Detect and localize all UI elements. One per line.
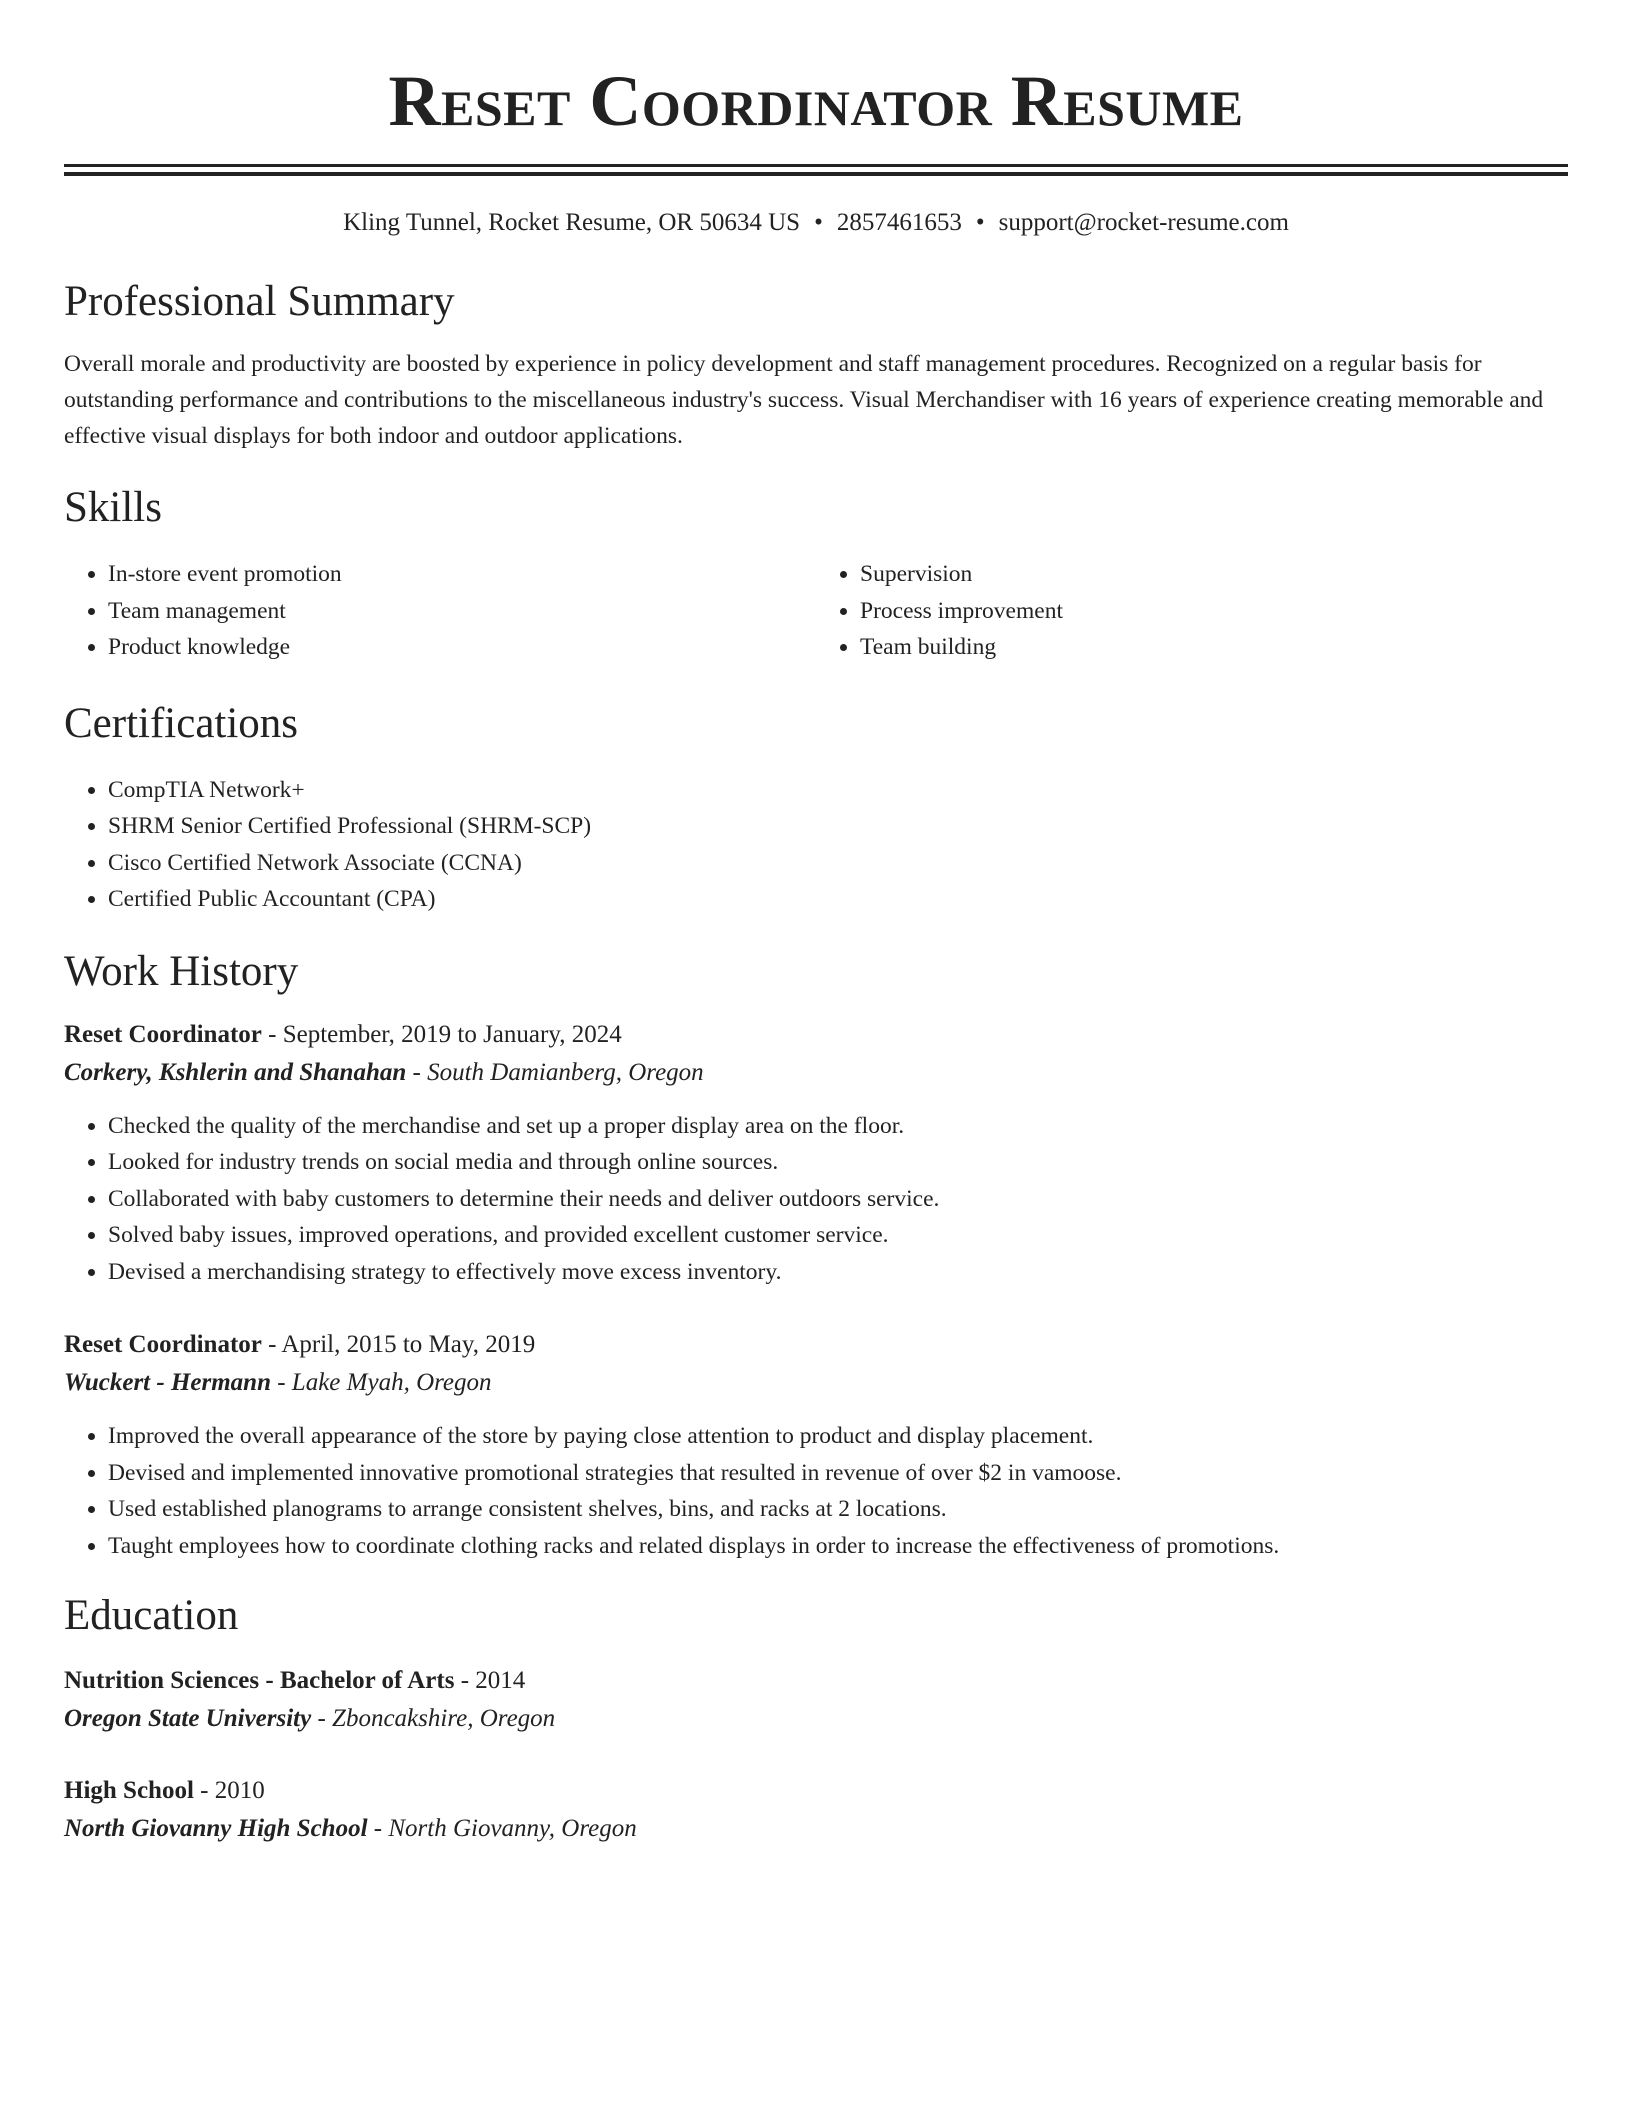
- education-school-line: [64, 1810, 1568, 1848]
- education-entry: [64, 1772, 1568, 1848]
- skill-item: • Team building: [860, 629, 1568, 666]
- skill-item: • Supervision: [860, 556, 1568, 593]
- certifications-list: [64, 772, 1568, 918]
- job-bullet: • Taught employees how to coordinate clothing racks and related displays in order to increase the effectiveness of promotions.: [108, 1528, 1568, 1565]
- skills-columns: [64, 556, 1568, 666]
- education-location: - Zboncakshire, Oregon: [311, 1705, 556, 1732]
- job-title: Reset Coordinator: [64, 1020, 262, 1048]
- resume-title: Reset Coordinator Resume: [388, 61, 1244, 141]
- summary-text: Overall morale and productivity are boosted by experience in policy development and staff management procedures. Recognized on a regular basis for outstanding performance and contributions to the miscellaneous industry's success. Visual Merchandiser with 16 years of experience creating memorable and effective visual displays for both indoor and outdoor applications.: [64, 351, 1544, 449]
- job-employer: Wuckert - Hermann: [64, 1369, 271, 1396]
- education-location: - North Giovanny, Oregon: [367, 1815, 637, 1842]
- job-entry: [64, 1326, 1568, 1564]
- contact-separator: •: [975, 209, 985, 236]
- job-bullet: • Looked for industry trends on social media and through online sources.: [108, 1144, 1568, 1181]
- job-bullet: • Devised and implemented innovative promotional strategies that resulted in revenue of over $2 in vamoose.: [108, 1455, 1568, 1492]
- education-degree: High School: [64, 1777, 194, 1804]
- contact-email: support@rocket-resume.com: [998, 209, 1289, 236]
- job-title: Reset Coordinator: [64, 1331, 262, 1358]
- education-entry: [64, 1662, 1568, 1738]
- education-year: - 2014: [454, 1667, 526, 1694]
- contact-line: [64, 208, 1568, 238]
- skill-item: • Team management: [108, 593, 816, 630]
- education-degree-line: [64, 1662, 1568, 1700]
- contact-phone: 2857461653: [836, 209, 962, 236]
- education-school: North Giovanny High School: [64, 1815, 368, 1842]
- job-employer: Corkery, Kshlerin and Shanahan: [64, 1058, 407, 1086]
- job-location: - Lake Myah, Oregon: [270, 1369, 492, 1396]
- job-bullets: [64, 1108, 1568, 1291]
- certification-item: • Cisco Certified Network Associate (CCNA): [108, 845, 1568, 882]
- certification-item: • Certified Public Accountant (CPA): [108, 881, 1568, 918]
- summary-heading: Professional Summary: [64, 278, 455, 325]
- work-history-heading: Work History: [64, 947, 299, 995]
- title-divider-top: [64, 164, 1568, 167]
- job-bullet: • Solved baby issues, improved operations, and provided excellent customer service.: [108, 1217, 1568, 1254]
- education-school-line: [64, 1700, 1568, 1738]
- skills-list-right: [816, 556, 1568, 666]
- job-entry: [64, 1016, 1568, 1291]
- job-dates: - April, 2015 to May, 2019: [261, 1331, 536, 1358]
- skill-item: • Product knowledge: [108, 629, 816, 666]
- skills-heading: Skills: [64, 484, 162, 531]
- certification-item: • CompTIA Network+: [108, 772, 1568, 809]
- contact-separator: •: [814, 209, 823, 236]
- job-bullet: • Checked the quality of the merchandise and set up a proper display area on the floor.: [108, 1108, 1568, 1145]
- job-dates: - September, 2019 to January, 2024: [261, 1020, 622, 1048]
- education-school: Oregon State University: [64, 1705, 312, 1732]
- education-degree: Nutrition Sciences - Bachelor of Arts: [64, 1667, 455, 1694]
- title-divider-bottom: [64, 172, 1568, 176]
- certifications-heading: Certifications: [64, 699, 299, 747]
- education-heading: Education: [64, 1592, 239, 1639]
- education-degree-line: [64, 1772, 1568, 1810]
- job-title-line: [64, 1326, 1568, 1364]
- job-bullet: • Improved the overall appearance of the store by paying close attention to product and display placement.: [108, 1418, 1568, 1455]
- job-bullet: • Used established planograms to arrange consistent shelves, bins, and racks at 2 locations.: [108, 1491, 1568, 1528]
- contact-address: Kling Tunnel, Rocket Resume, OR 50634 US: [343, 209, 801, 236]
- job-employer-line: [64, 1054, 1568, 1092]
- job-employer-line: [64, 1364, 1568, 1402]
- job-bullets: [64, 1418, 1568, 1564]
- skill-item: • In-store event promotion: [108, 556, 816, 593]
- job-title-line: [64, 1016, 1568, 1054]
- job-bullet: • Devised a merchandising strategy to effectively move excess inventory.: [108, 1254, 1568, 1291]
- skills-list-left: [64, 556, 816, 666]
- job-location: - South Damianberg, Oregon: [406, 1058, 704, 1086]
- certification-item: • SHRM Senior Certified Professional (SHRM-SCP): [108, 808, 1568, 845]
- education-year: - 2010: [193, 1777, 265, 1804]
- skill-item: • Process improvement: [860, 593, 1568, 630]
- job-bullet: • Collaborated with baby customers to determine their needs and deliver outdoors service.: [108, 1181, 1568, 1218]
